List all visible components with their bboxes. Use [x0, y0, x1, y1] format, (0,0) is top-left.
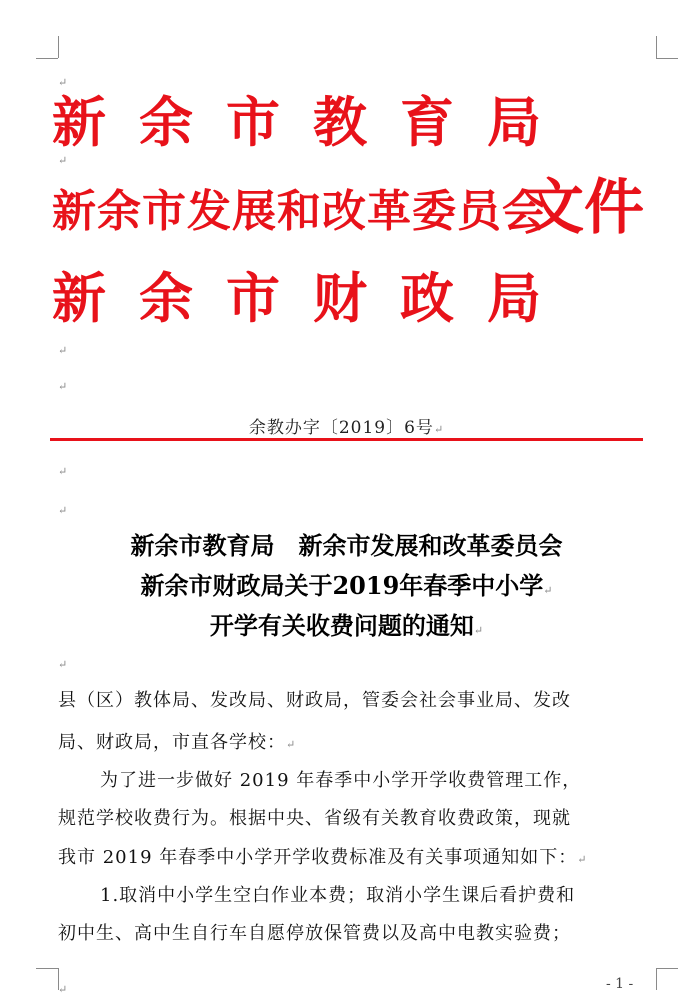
paragraph-1-line-3: 我市 2019 年春季中小学开学收费标准及有关事项通知如下：↵ [58, 847, 588, 868]
paragraph-1-line-1: 为了进一步做好 2019 年春季中小学开学收费管理工作， [100, 770, 582, 791]
notice-title-line-1: 新余市教育局 新余市发展和改革委员会 [130, 531, 563, 560]
document-number: 余教办字〔2019〕6号↵ [248, 418, 445, 438]
notice-title-line-3: 开学有关收费问题的通知↵ [209, 611, 484, 640]
header-doc-type: 文件 [524, 173, 644, 243]
addressee-line-1: 县（区）教体局、发改局、财政局，管委会社会事业局、发改 [58, 690, 571, 711]
paragraph-mark: ↵ [58, 154, 68, 167]
paragraph-mark: ↵ [58, 465, 68, 478]
paragraph-mark: ↵ [58, 504, 68, 517]
item-1-line-1: 1.取消中小学生空白作业本费；取消小学生课后看护费和 [100, 885, 576, 906]
addressee-line-2: 局、财政局，市直各学校：↵ [58, 732, 297, 753]
paragraph-mark: ↵ [58, 344, 68, 357]
header-org-finance-bureau: 新余市财政局 [52, 267, 574, 330]
page-number: - 1 - [606, 976, 634, 992]
header-org-education-bureau: 新余市教育局 [52, 91, 574, 154]
paragraph-mark: ↵ [58, 658, 68, 671]
header-org-development-reform-commission: 新余市发展和改革委员会 [52, 186, 547, 237]
item-1-line-2: 初中生、高中生自行车自愿停放保管费以及高中电教实验费； [58, 923, 571, 944]
red-divider-line [50, 438, 643, 441]
paragraph-mark: ↵ [58, 380, 68, 393]
notice-title-line-2: 新余市财政局关于2019年春季中小学↵ [140, 571, 553, 600]
paragraph-1-line-2: 规范学校收费行为。根据中央、省级有关教育收费政策，现就 [58, 808, 571, 829]
paragraph-mark: ↵ [58, 983, 68, 996]
paragraph-mark: ↵ [58, 76, 68, 89]
